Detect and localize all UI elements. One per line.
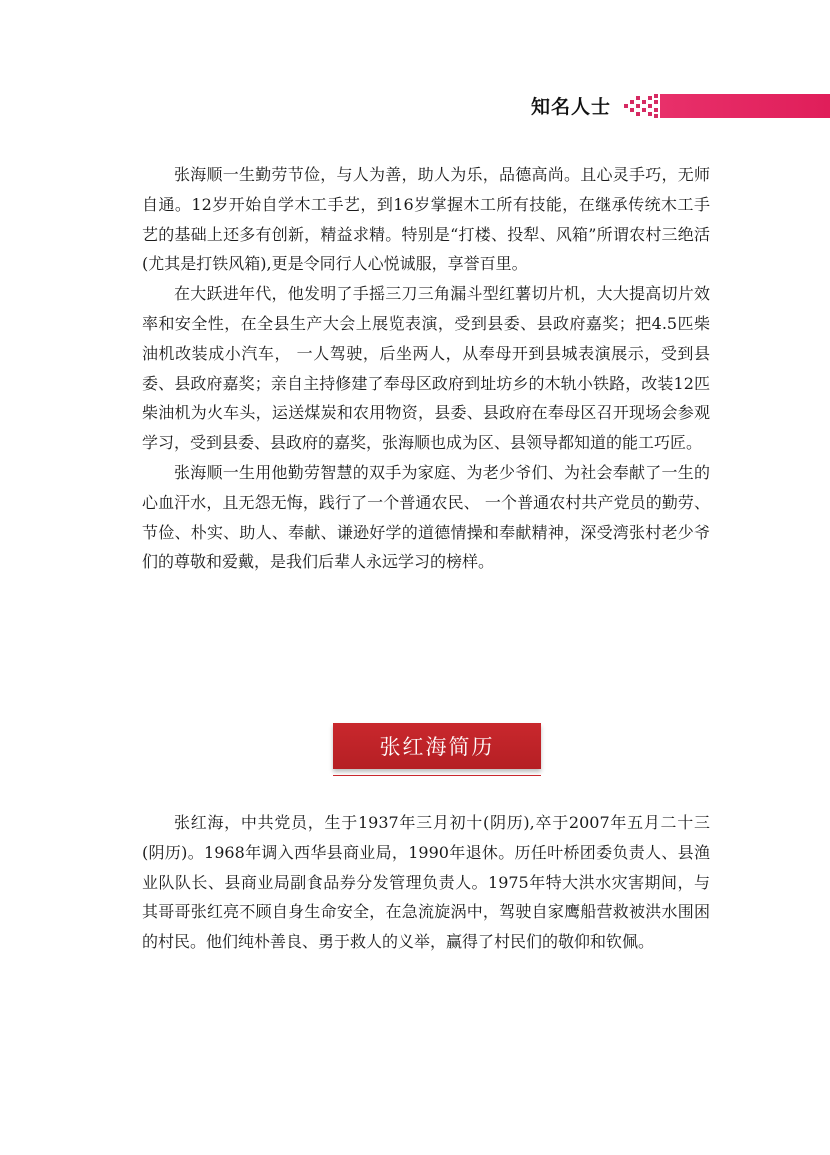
section-heading: 张红海简历 bbox=[379, 735, 495, 759]
body-paragraph: 张红海，中共党员，生于1937年三月初十(阴历),卒于2007年五月二十三(阴历)。1968年调入西华县商业局，1990年退休。历任叶桥团委负责人、县渔业队队长、县商业局副食品券分发管理负责人。1975年特大洪水灾害期间，与其哥哥张红亮不顾自身生命安全，在急流旋涡中，驾驶自家鹰船营救被洪水围困的村民。他们纯朴善良、勇于救人的义举，赢得了村民们的敬仰和钦佩。 bbox=[142, 813, 710, 952]
zhang-haishun-biography bbox=[142, 160, 710, 577]
zhang-honghai-biography bbox=[142, 808, 710, 957]
body-paragraph: 张海顺一生用他勤劳智慧的双手为家庭、为老少爷们、为社会奉献了一生的心血汗水，且无怨无悔，践行了一个普通农民、 一个普通农村共产党员的勤劳、节俭、朴实、助人、奉献、谦逊好学的道德情操和奉献精神，深受湾张村老少爷们的尊敬和爱戴，是我们后辈人永远学习的榜样。 bbox=[142, 462, 710, 572]
body-paragraph: 在大跃进年代，他发明了手摇三刀三角漏斗型红薯切片机，大大提高切片效率和安全性，在全县生产大会上展览表演，受到县委、县政府嘉奖；把4.5匹柴油机改装成小汽车， 一人驾驶，后坐两人，从奉母开到县城表演展示，受到县委、县政府嘉奖；亲自主持修建了奉母区政府到址坊乡的木轨小铁路，改装12匹柴油机为火车头，运送煤炭和农用物资，县委、县政府在奉母区召开现场会参观学习，受到县委、县政府的嘉奖，张海顺也成为区、县领导都知道的能工巧匠。 bbox=[142, 284, 710, 453]
body-paragraph: 张海顺一生勤劳节俭，与人为善，助人为乐，品德高尚。且心灵手巧，无师自通。12岁开始自学木工手艺，到16岁掌握木工所有技能，在继承传统木工手艺的基础上还多有创新，精益求精。特别是“打楼、投犁、风箱”所谓农村三绝活(尤其是打铁风箱),更是令同行人心悦诚服，享誉百里。 bbox=[142, 165, 710, 274]
section-heading-underline bbox=[333, 775, 541, 776]
page-header bbox=[0, 92, 830, 122]
header-decorative-bar bbox=[622, 94, 830, 118]
section-heading-box bbox=[333, 723, 541, 769]
section-category-title: 知名人士 bbox=[531, 96, 612, 118]
